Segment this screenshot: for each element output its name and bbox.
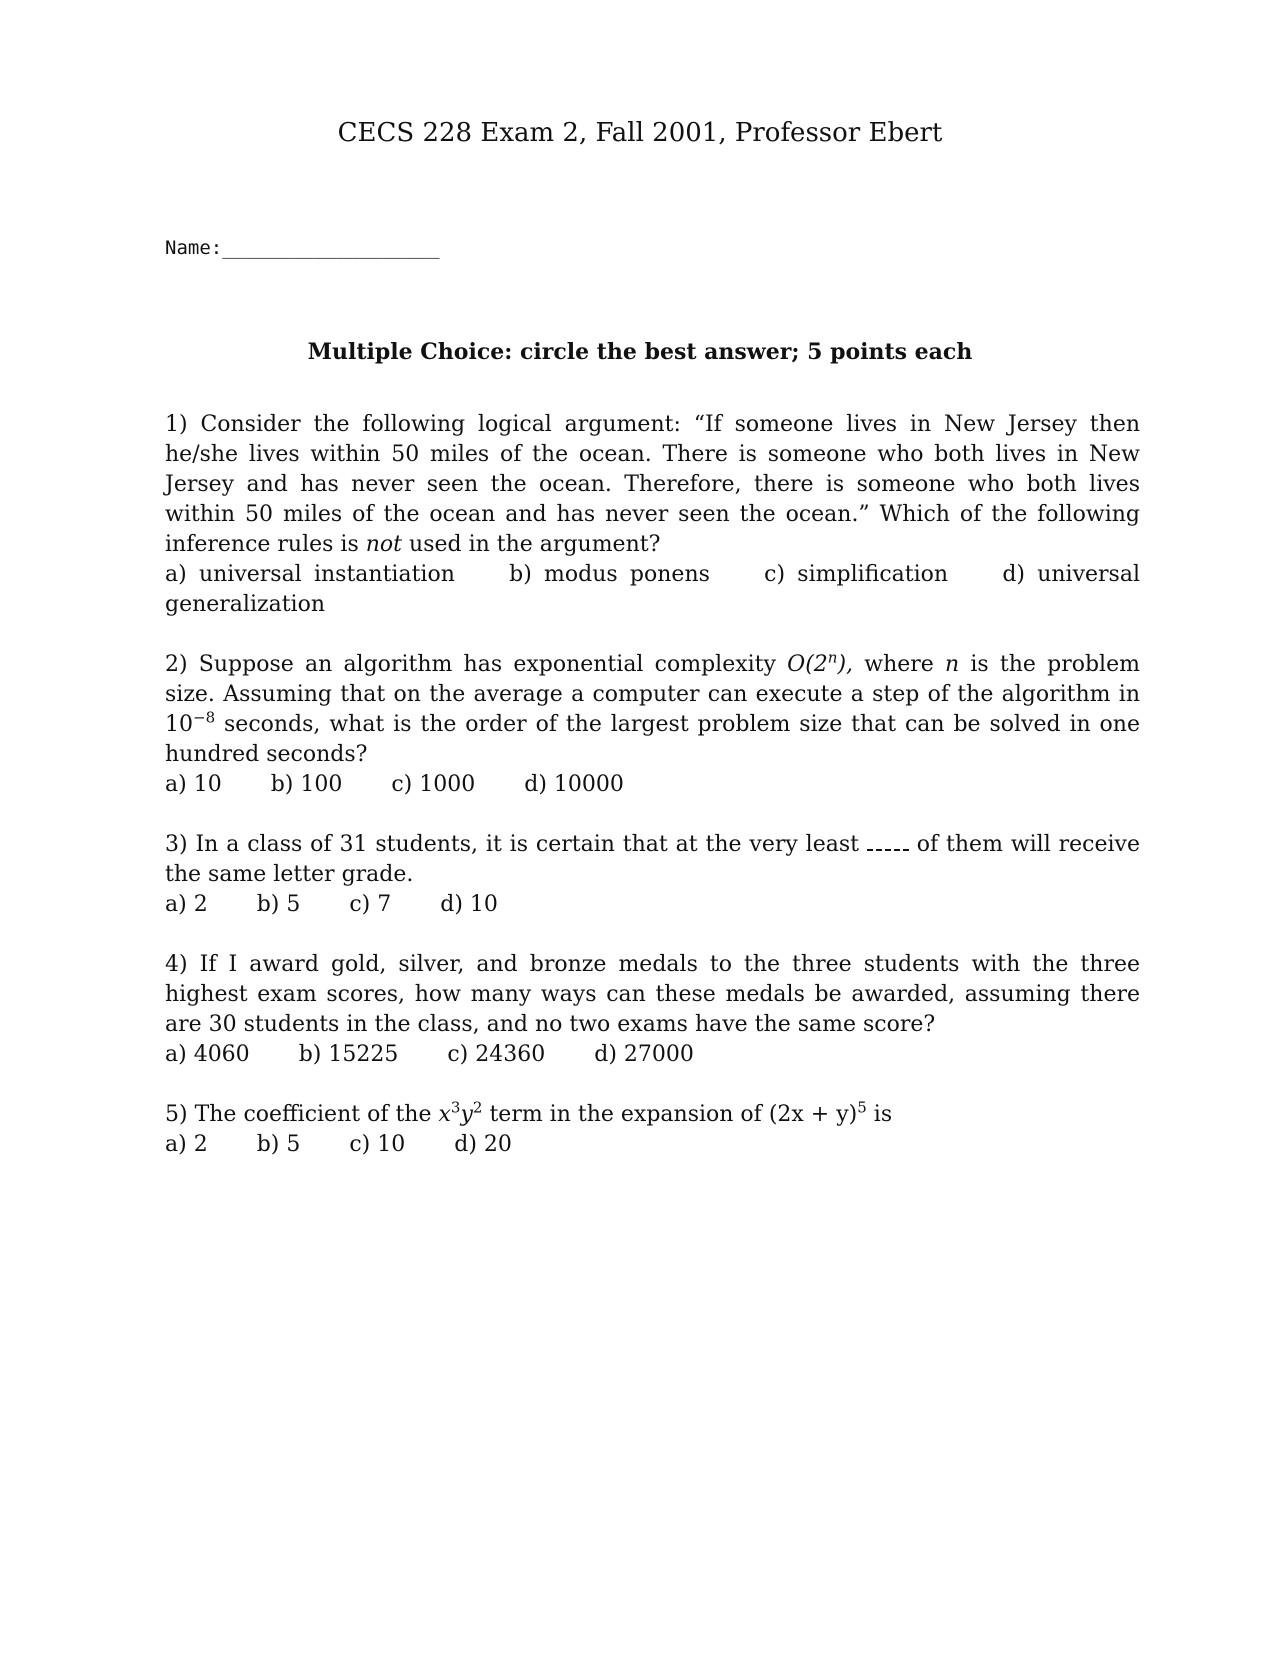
choice-b[interactable]: b) 100 xyxy=(270,772,343,797)
question-2-text-b: where xyxy=(864,652,934,677)
choice-c[interactable]: c) 1000 xyxy=(391,772,476,797)
math-n: n xyxy=(945,652,960,677)
question-3-text xyxy=(165,830,1140,890)
emphasis-not: not xyxy=(365,532,403,557)
choice-a[interactable]: a) 10 xyxy=(165,772,222,797)
section-heading: Multiple Choice: circle the best answer; 5 points each xyxy=(307,339,973,365)
choice-c[interactable]: c) 7 xyxy=(349,892,392,917)
question-2-choices xyxy=(165,770,1140,800)
choice-b[interactable]: b) 5 xyxy=(256,1132,301,1157)
question-2-text-c: is the problem size. Assuming that on the average a computer can execute a step of the algorithm in xyxy=(165,652,1140,707)
choice-b[interactable]: b) 5 xyxy=(256,892,301,917)
name-blank: ___________________ xyxy=(222,237,440,259)
choice-d[interactable]: d) 10000 xyxy=(524,772,624,797)
question-1-choices xyxy=(165,560,1140,620)
choice-b[interactable]: b) modus ponens xyxy=(509,562,710,587)
question-1 xyxy=(165,410,1140,620)
name-field xyxy=(165,237,440,259)
question-5 xyxy=(165,1100,1140,1160)
math-time: $10^{-8}$ xyxy=(165,708,216,737)
question-number: 1) xyxy=(165,412,188,437)
question-4-choices xyxy=(165,1040,1140,1070)
question-5-text-a: The coefficient of the xyxy=(194,1102,432,1127)
math-term: $x^3y^2$ xyxy=(438,1098,483,1127)
question-4-text xyxy=(165,950,1140,1040)
choice-c[interactable]: c) 10 xyxy=(349,1132,406,1157)
question-5-text-b: term in the expansion of xyxy=(489,1102,762,1127)
choice-a[interactable]: a) 2 xyxy=(165,1132,208,1157)
choice-c[interactable]: c) simplification xyxy=(764,562,949,587)
question-2-text-d: seconds, what is the order of the largest problem size that can be solved in one hundred seconds? xyxy=(165,712,1140,767)
question-1-text-after: used in the argument? xyxy=(409,532,661,557)
question-number: 5) xyxy=(165,1102,188,1127)
question-5-text-c: is xyxy=(873,1102,893,1127)
question-3 xyxy=(165,830,1140,920)
question-2 xyxy=(165,650,1140,800)
questions-list xyxy=(165,410,1140,1190)
choice-a[interactable]: a) 2 xyxy=(165,892,208,917)
choice-c[interactable]: c) 24360 xyxy=(447,1042,546,1067)
question-1-text xyxy=(165,410,1140,560)
choice-b[interactable]: b) 15225 xyxy=(298,1042,399,1067)
question-2-text xyxy=(165,650,1140,770)
question-3-text-after: of them will receive the same letter grade. xyxy=(165,832,1141,887)
choice-a[interactable]: a) 4060 xyxy=(165,1042,250,1067)
question-number: 3) xyxy=(165,832,188,857)
question-3-choices xyxy=(165,890,1140,920)
question-number: 2) xyxy=(165,652,188,677)
choice-d[interactable]: d) 27000 xyxy=(594,1042,694,1067)
question-3-text-before: In a class of 31 students, it is certain that at the very least xyxy=(195,832,859,857)
choice-d[interactable]: d) 20 xyxy=(454,1132,512,1157)
question-2-text-a: Suppose an algorithm has exponential complexity xyxy=(198,652,776,677)
math-complexity: O(2$^n$), xyxy=(787,648,854,677)
answer-blank xyxy=(867,837,909,851)
question-5-choices xyxy=(165,1130,1140,1160)
math-expression: $(2x + y)^5$ xyxy=(768,1098,867,1127)
question-number: 4) xyxy=(165,952,188,977)
question-1-text-before: Consider the following logical argument: “If someone lives in New Jersey then he/she lives within 50 miles of the ocean. There is someone who both lives in New Jersey and has never seen the ocean. Therefore, there is someone who both lives within 50 miles of the ocean and has never seen the ocean.” Which of the following inference rules is xyxy=(165,412,1141,557)
name-label: Name: xyxy=(165,237,223,259)
choice-a[interactable]: a) universal instantiation xyxy=(165,562,455,587)
choice-d[interactable]: d) 10 xyxy=(440,892,498,917)
exam-title: CECS 228 Exam 2, Fall 2001, Professor Ebert xyxy=(337,118,943,148)
question-5-text xyxy=(165,1100,1140,1130)
question-4-body: If I award gold, silver, and bronze medals to the three students with the three highest exam scores, how many ways can these medals be awarded, assuming there are 30 students in the class, and no two exams have the same score? xyxy=(165,952,1140,1037)
choice-d[interactable]: d) universal generalization xyxy=(165,562,1141,617)
question-4 xyxy=(165,950,1140,1070)
